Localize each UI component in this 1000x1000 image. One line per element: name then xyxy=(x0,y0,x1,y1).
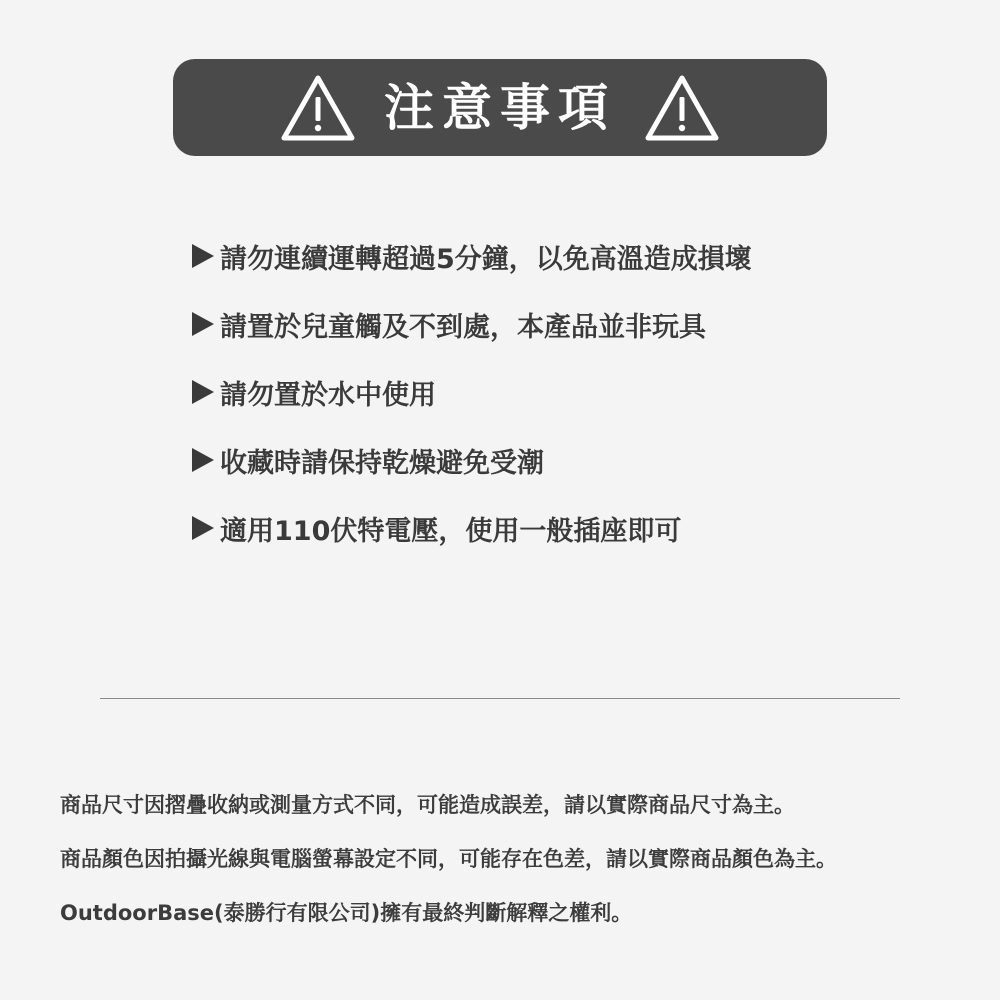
notice-item xyxy=(192,290,752,358)
notice-item xyxy=(192,426,752,494)
triangle-bullet-icon xyxy=(192,312,214,336)
triangle-bullet-icon xyxy=(192,380,214,404)
banner-title: 注意事項 xyxy=(384,78,616,137)
warning-triangle-icon xyxy=(644,73,720,143)
notice-text: 請勿連續運轉超過5分鐘，以免高溫造成損壞 xyxy=(220,243,752,275)
warning-triangle-icon xyxy=(280,73,356,143)
disclaimer-rights: OutdoorBase(泰勝行有限公司)擁有最終判斷解釋之權利。 xyxy=(60,901,633,925)
notice-text: 請置於兒童觸及不到處，本產品並非玩具 xyxy=(220,311,706,343)
disclaimer-color: 商品顏色因拍攝光線與電腦螢幕設定不同，可能存在色差，請以實際商品顏色為主。 xyxy=(60,847,837,871)
triangle-bullet-icon xyxy=(192,448,214,472)
notice-item xyxy=(192,358,752,426)
notice-text: 收藏時請保持乾燥避免受潮 xyxy=(220,447,544,479)
section-divider xyxy=(100,698,900,699)
warning-banner xyxy=(173,59,827,156)
triangle-bullet-icon xyxy=(192,516,214,540)
triangle-bullet-icon xyxy=(192,244,214,268)
disclaimer-size: 商品尺寸因摺疊收納或測量方式不同，可能造成誤差，請以實際商品尺寸為主。 xyxy=(60,793,795,817)
notice-list xyxy=(192,222,752,562)
notice-item xyxy=(192,494,752,562)
notice-item xyxy=(192,222,752,290)
notice-text: 請勿置於水中使用 xyxy=(220,379,436,411)
notice-text: 適用110伏特電壓，使用一般插座即可 xyxy=(220,515,682,547)
disclaimer-section xyxy=(60,778,980,940)
